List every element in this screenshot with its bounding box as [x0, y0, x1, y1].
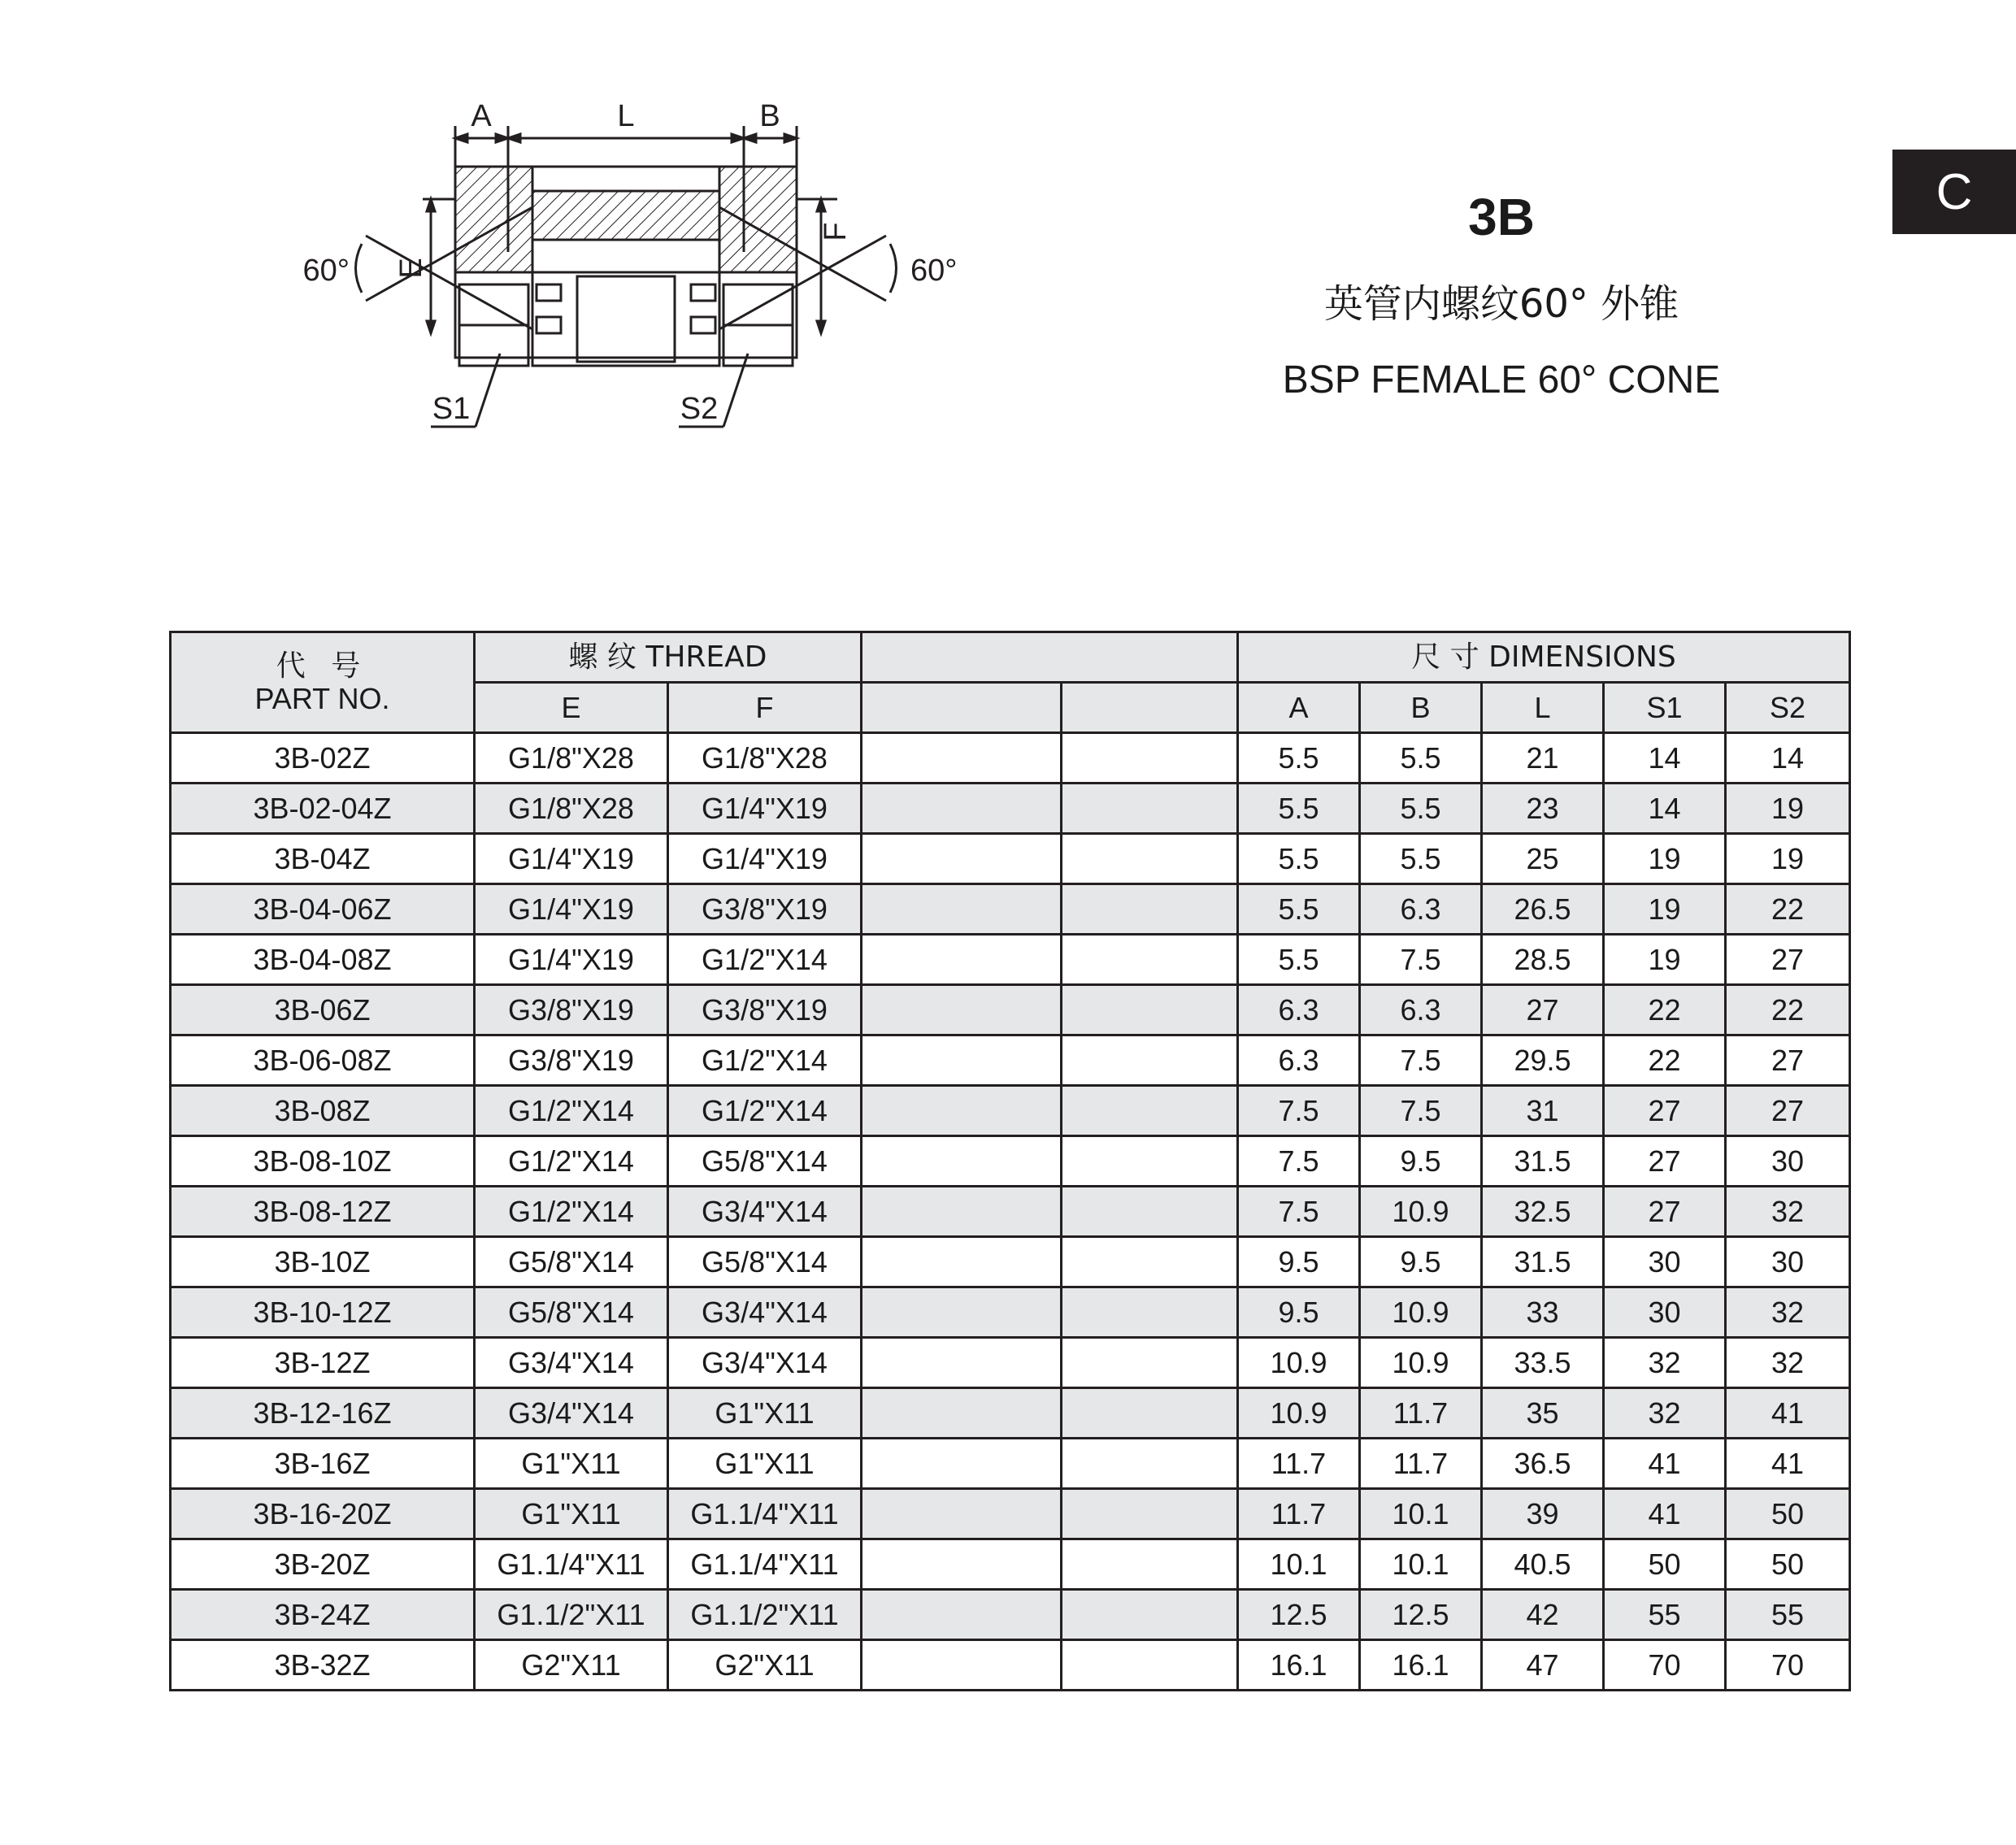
- cell-dim-b: 10.9: [1360, 1187, 1482, 1237]
- cell-thread-e: G1/4"X19: [475, 884, 668, 935]
- cell-thread-e: G1.1/4"X11: [475, 1539, 668, 1590]
- cell-thread-e: G1"X11: [475, 1489, 668, 1539]
- label-l: L: [617, 99, 635, 133]
- cell-dim-b: 7.5: [1360, 1086, 1482, 1136]
- cell-dim-b: 11.7: [1360, 1439, 1482, 1489]
- cell-dim-s1: 41: [1604, 1489, 1726, 1539]
- table-row: [171, 1136, 1850, 1187]
- empty-cell: [1062, 733, 1238, 784]
- cell-dim-s2: 70: [1726, 1640, 1850, 1691]
- cell-thread-f: G3/4"X14: [668, 1338, 862, 1388]
- cell-dim-a: 5.5: [1238, 834, 1360, 884]
- cell-part-no: 3B-02Z: [171, 733, 475, 784]
- cell-dim-b: 10.9: [1360, 1338, 1482, 1388]
- cell-dim-a: 16.1: [1238, 1640, 1360, 1691]
- cell-dim-a: 5.5: [1238, 733, 1360, 784]
- empty-cell: [1062, 1136, 1238, 1187]
- cell-dim-b: 5.5: [1360, 733, 1482, 784]
- cell-part-no: 3B-04-06Z: [171, 884, 475, 935]
- cell-thread-e: G1/8"X28: [475, 733, 668, 784]
- empty-cell: [1062, 1187, 1238, 1237]
- header-dimensions-group: 尺 寸 DIMENSIONS: [1238, 632, 1850, 683]
- cell-thread-f: G1.1/4"X11: [668, 1539, 862, 1590]
- empty-cell: [1062, 935, 1238, 985]
- cell-dim-a: 7.5: [1238, 1136, 1360, 1187]
- cell-dim-b: 5.5: [1360, 834, 1482, 884]
- cell-dim-s1: 19: [1604, 935, 1726, 985]
- cell-dim-a: 9.5: [1238, 1287, 1360, 1338]
- cell-part-no: 3B-12-16Z: [171, 1388, 475, 1439]
- cell-thread-e: G1/8"X28: [475, 784, 668, 834]
- cell-part-no: 3B-32Z: [171, 1640, 475, 1691]
- cell-dim-a: 5.5: [1238, 784, 1360, 834]
- cell-dim-s2: 22: [1726, 884, 1850, 935]
- table-row: [171, 1035, 1850, 1086]
- cell-thread-f: G1/4"X19: [668, 784, 862, 834]
- cell-dim-l: 33.5: [1482, 1338, 1604, 1388]
- cell-part-no: 3B-08-10Z: [171, 1136, 475, 1187]
- cell-thread-f: G1/4"X19: [668, 834, 862, 884]
- cell-dim-s2: 55: [1726, 1590, 1850, 1640]
- product-subtitle-en: BSP FEMALE 60° CONE: [1282, 358, 1721, 402]
- cell-dim-s2: 30: [1726, 1136, 1850, 1187]
- cell-dim-l: 31.5: [1482, 1237, 1604, 1287]
- empty-cell: [1062, 1640, 1238, 1691]
- cell-dim-s2: 14: [1726, 733, 1850, 784]
- empty-cell: [1062, 1338, 1238, 1388]
- dimensions-table: [169, 631, 1851, 1691]
- cell-part-no: 3B-04Z: [171, 834, 475, 884]
- table-row: [171, 884, 1850, 935]
- empty-cell: [862, 1388, 1062, 1439]
- cell-part-no: 3B-16Z: [171, 1439, 475, 1489]
- cell-dim-b: 9.5: [1360, 1237, 1482, 1287]
- cell-dim-s1: 27: [1604, 1136, 1726, 1187]
- empty-cell: [862, 1035, 1062, 1086]
- cell-thread-f: G1.1/4"X11: [668, 1489, 862, 1539]
- cell-dim-a: 11.7: [1238, 1489, 1360, 1539]
- cell-part-no: 3B-10Z: [171, 1237, 475, 1287]
- cell-dim-s2: 22: [1726, 985, 1850, 1035]
- cell-dim-b: 10.9: [1360, 1287, 1482, 1338]
- cell-thread-f: G2"X11: [668, 1640, 862, 1691]
- empty-cell: [1062, 834, 1238, 884]
- cell-dim-s1: 22: [1604, 985, 1726, 1035]
- cell-thread-e: G1/2"X14: [475, 1136, 668, 1187]
- cell-thread-f: G3/8"X19: [668, 884, 862, 935]
- cell-dim-s2: 32: [1726, 1187, 1850, 1237]
- empty-cell: [1062, 1086, 1238, 1136]
- cell-dim-a: 5.5: [1238, 884, 1360, 935]
- cell-dim-a: 7.5: [1238, 1086, 1360, 1136]
- label-s2: S2: [680, 392, 719, 426]
- cell-dim-s1: 22: [1604, 1035, 1726, 1086]
- cell-dim-b: 7.5: [1360, 935, 1482, 985]
- empty-cell: [862, 733, 1062, 784]
- cell-dim-s1: 30: [1604, 1237, 1726, 1287]
- cell-dim-a: 9.5: [1238, 1237, 1360, 1287]
- header-part-no: [171, 632, 475, 733]
- cell-dim-s2: 30: [1726, 1237, 1850, 1287]
- empty-cell: [862, 884, 1062, 935]
- cell-dim-l: 35: [1482, 1388, 1604, 1439]
- cell-dim-s2: 50: [1726, 1489, 1850, 1539]
- cell-dim-s2: 27: [1726, 935, 1850, 985]
- cell-dim-s1: 19: [1604, 834, 1726, 884]
- cell-part-no: 3B-02-04Z: [171, 784, 475, 834]
- cell-dim-a: 10.9: [1238, 1388, 1360, 1439]
- cell-dim-l: 31.5: [1482, 1136, 1604, 1187]
- cell-dim-a: 6.3: [1238, 1035, 1360, 1086]
- cell-dim-s1: 27: [1604, 1086, 1726, 1136]
- empty-cell: [862, 1237, 1062, 1287]
- header-part-no-en: PART NO.: [254, 681, 390, 715]
- cell-dim-b: 10.1: [1360, 1489, 1482, 1539]
- empty-cell: [1062, 1388, 1238, 1439]
- label-s1: S1: [432, 392, 471, 426]
- empty-cell: [1062, 985, 1238, 1035]
- cell-dim-s2: 41: [1726, 1388, 1850, 1439]
- cell-dim-a: 11.7: [1238, 1439, 1360, 1489]
- empty-cell: [862, 834, 1062, 884]
- table-row: [171, 1388, 1850, 1439]
- product-code: 3B: [1468, 188, 1535, 246]
- empty-cell: [1062, 1539, 1238, 1590]
- cell-thread-f: G3/4"X14: [668, 1187, 862, 1237]
- empty-cell: [1062, 1439, 1238, 1489]
- empty-cell: [1062, 884, 1238, 935]
- cell-thread-f: G3/4"X14: [668, 1287, 862, 1338]
- cell-dim-l: 29.5: [1482, 1035, 1604, 1086]
- cell-thread-f: G1"X11: [668, 1388, 862, 1439]
- cell-dim-s1: 14: [1604, 784, 1726, 834]
- angle-right: 60°: [910, 254, 958, 288]
- cell-dim-s1: 50: [1604, 1539, 1726, 1590]
- header-empty-1: [862, 683, 1062, 733]
- cell-thread-f: G1/2"X14: [668, 935, 862, 985]
- cell-dim-b: 7.5: [1360, 1035, 1482, 1086]
- cell-dim-s1: 19: [1604, 884, 1726, 935]
- empty-cell: [862, 1590, 1062, 1640]
- cell-dim-b: 9.5: [1360, 1136, 1482, 1187]
- cell-thread-e: G3/8"X19: [475, 1035, 668, 1086]
- cell-dim-l: 23: [1482, 784, 1604, 834]
- cell-dim-s2: 50: [1726, 1539, 1850, 1590]
- cell-dim-a: 7.5: [1238, 1187, 1360, 1237]
- angle-left: 60°: [302, 254, 350, 288]
- cell-part-no: 3B-08-12Z: [171, 1187, 475, 1237]
- cell-dim-l: 36.5: [1482, 1439, 1604, 1489]
- empty-cell: [1062, 1590, 1238, 1640]
- cell-dim-b: 6.3: [1360, 884, 1482, 935]
- table-row: [171, 1539, 1850, 1590]
- cell-dim-l: 27: [1482, 985, 1604, 1035]
- header-col-s2: S2: [1726, 683, 1850, 733]
- table-row: [171, 1086, 1850, 1136]
- cell-dim-s1: 32: [1604, 1388, 1726, 1439]
- cell-thread-e: G5/8"X14: [475, 1237, 668, 1287]
- empty-cell: [862, 1338, 1062, 1388]
- cell-part-no: 3B-10-12Z: [171, 1287, 475, 1338]
- header-empty-group: [862, 632, 1238, 683]
- cell-part-no: 3B-12Z: [171, 1338, 475, 1388]
- cell-part-no: 3B-20Z: [171, 1539, 475, 1590]
- header-col-b: B: [1360, 683, 1482, 733]
- empty-cell: [862, 1640, 1062, 1691]
- cell-part-no: 3B-06-08Z: [171, 1035, 475, 1086]
- cell-dim-s1: 27: [1604, 1187, 1726, 1237]
- label-f: F: [819, 222, 853, 241]
- cell-dim-a: 12.5: [1238, 1590, 1360, 1640]
- empty-cell: [1062, 1035, 1238, 1086]
- cell-dim-s2: 27: [1726, 1086, 1850, 1136]
- table-row: [171, 1489, 1850, 1539]
- table-row: [171, 985, 1850, 1035]
- empty-cell: [862, 784, 1062, 834]
- table-row: [171, 935, 1850, 985]
- cell-dim-s2: 27: [1726, 1035, 1850, 1086]
- cell-part-no: 3B-06Z: [171, 985, 475, 1035]
- header-col-l: L: [1482, 683, 1604, 733]
- header-col-a: A: [1238, 683, 1360, 733]
- cell-thread-e: G1/2"X14: [475, 1187, 668, 1237]
- empty-cell: [862, 1539, 1062, 1590]
- table-row: [171, 784, 1850, 834]
- cell-thread-e: G1.1/2"X11: [475, 1590, 668, 1640]
- empty-cell: [1062, 1489, 1238, 1539]
- cell-dim-s2: 32: [1726, 1338, 1850, 1388]
- table-row: [171, 1338, 1850, 1388]
- cell-part-no: 3B-04-08Z: [171, 935, 475, 985]
- cell-dim-a: 10.9: [1238, 1338, 1360, 1388]
- label-e: E: [394, 258, 428, 279]
- table-row: [171, 1590, 1850, 1640]
- header-empty-2: [1062, 683, 1238, 733]
- cell-dim-s1: 14: [1604, 733, 1726, 784]
- cell-thread-e: G1/4"X19: [475, 834, 668, 884]
- empty-cell: [862, 935, 1062, 985]
- label-a: A: [471, 99, 492, 133]
- cell-dim-s1: 30: [1604, 1287, 1726, 1338]
- table-row: [171, 1439, 1850, 1489]
- cell-dim-l: 28.5: [1482, 935, 1604, 985]
- cell-part-no: 3B-16-20Z: [171, 1489, 475, 1539]
- cell-dim-l: 39: [1482, 1489, 1604, 1539]
- cell-thread-f: G1/2"X14: [668, 1035, 862, 1086]
- cell-dim-s1: 32: [1604, 1338, 1726, 1388]
- header-part-no-cn: 代 号: [276, 649, 369, 683]
- table-body: [171, 733, 1850, 1691]
- cell-dim-b: 5.5: [1360, 784, 1482, 834]
- cell-thread-e: G2"X11: [475, 1640, 668, 1691]
- table-row: [171, 1237, 1850, 1287]
- empty-cell: [862, 1287, 1062, 1338]
- cell-dim-s2: 19: [1726, 834, 1850, 884]
- cell-thread-f: G1"X11: [668, 1439, 862, 1489]
- cell-dim-l: 40.5: [1482, 1539, 1604, 1590]
- cell-thread-f: G1/2"X14: [668, 1086, 862, 1136]
- cell-dim-s1: 55: [1604, 1590, 1726, 1640]
- cell-dim-l: 25: [1482, 834, 1604, 884]
- cell-dim-s2: 32: [1726, 1287, 1850, 1338]
- empty-cell: [862, 1086, 1062, 1136]
- cell-part-no: 3B-08Z: [171, 1086, 475, 1136]
- cell-dim-b: 16.1: [1360, 1640, 1482, 1691]
- empty-cell: [862, 1439, 1062, 1489]
- empty-cell: [1062, 1287, 1238, 1338]
- cell-dim-s2: 19: [1726, 784, 1850, 834]
- cell-thread-f: G3/8"X19: [668, 985, 862, 1035]
- table-row: [171, 1187, 1850, 1237]
- empty-cell: [862, 1489, 1062, 1539]
- empty-cell: [1062, 1237, 1238, 1287]
- table-row: [171, 1287, 1850, 1338]
- cell-dim-s1: 41: [1604, 1439, 1726, 1489]
- cell-dim-l: 21: [1482, 733, 1604, 784]
- header-col-e: E: [475, 683, 668, 733]
- cell-dim-l: 47: [1482, 1640, 1604, 1691]
- table-row: [171, 1640, 1850, 1691]
- cell-dim-b: 10.1: [1360, 1539, 1482, 1590]
- cell-dim-s1: 70: [1604, 1640, 1726, 1691]
- cell-thread-f: G1/8"X28: [668, 733, 862, 784]
- cell-dim-b: 11.7: [1360, 1388, 1482, 1439]
- cell-dim-l: 31: [1482, 1086, 1604, 1136]
- label-b: B: [759, 99, 780, 133]
- cell-thread-e: G5/8"X14: [475, 1287, 668, 1338]
- cell-thread-f: G1.1/2"X11: [668, 1590, 862, 1640]
- cell-dim-b: 6.3: [1360, 985, 1482, 1035]
- cell-dim-a: 5.5: [1238, 935, 1360, 985]
- cell-dim-l: 33: [1482, 1287, 1604, 1338]
- product-subtitle-cn: 英管内螺纹60° 外锥: [1323, 281, 1679, 327]
- cell-dim-a: 10.1: [1238, 1539, 1360, 1590]
- header-col-f: F: [668, 683, 862, 733]
- cell-thread-e: G1/2"X14: [475, 1086, 668, 1136]
- empty-cell: [862, 1136, 1062, 1187]
- table-row: [171, 834, 1850, 884]
- cell-part-no: 3B-24Z: [171, 1590, 475, 1640]
- cell-thread-e: G1/4"X19: [475, 935, 668, 985]
- cell-thread-e: G3/8"X19: [475, 985, 668, 1035]
- empty-cell: [862, 985, 1062, 1035]
- header-col-s1: S1: [1604, 683, 1726, 733]
- table-row: [171, 733, 1850, 784]
- header-thread-group: 螺 纹 THREAD: [475, 632, 862, 683]
- fitting-drawing: [268, 85, 1000, 443]
- cell-dim-l: 42: [1482, 1590, 1604, 1640]
- cell-dim-b: 12.5: [1360, 1590, 1482, 1640]
- cell-dim-a: 6.3: [1238, 985, 1360, 1035]
- cell-thread-e: G3/4"X14: [475, 1338, 668, 1388]
- cell-thread-f: G5/8"X14: [668, 1136, 862, 1187]
- section-tab-marker: C: [1892, 150, 2016, 234]
- cell-thread-e: G3/4"X14: [475, 1388, 668, 1439]
- empty-cell: [1062, 784, 1238, 834]
- cell-thread-e: G1"X11: [475, 1439, 668, 1489]
- empty-cell: [862, 1187, 1062, 1237]
- cell-dim-l: 32.5: [1482, 1187, 1604, 1237]
- cell-dim-l: 26.5: [1482, 884, 1604, 935]
- cell-dim-s2: 41: [1726, 1439, 1850, 1489]
- cell-thread-f: G5/8"X14: [668, 1237, 862, 1287]
